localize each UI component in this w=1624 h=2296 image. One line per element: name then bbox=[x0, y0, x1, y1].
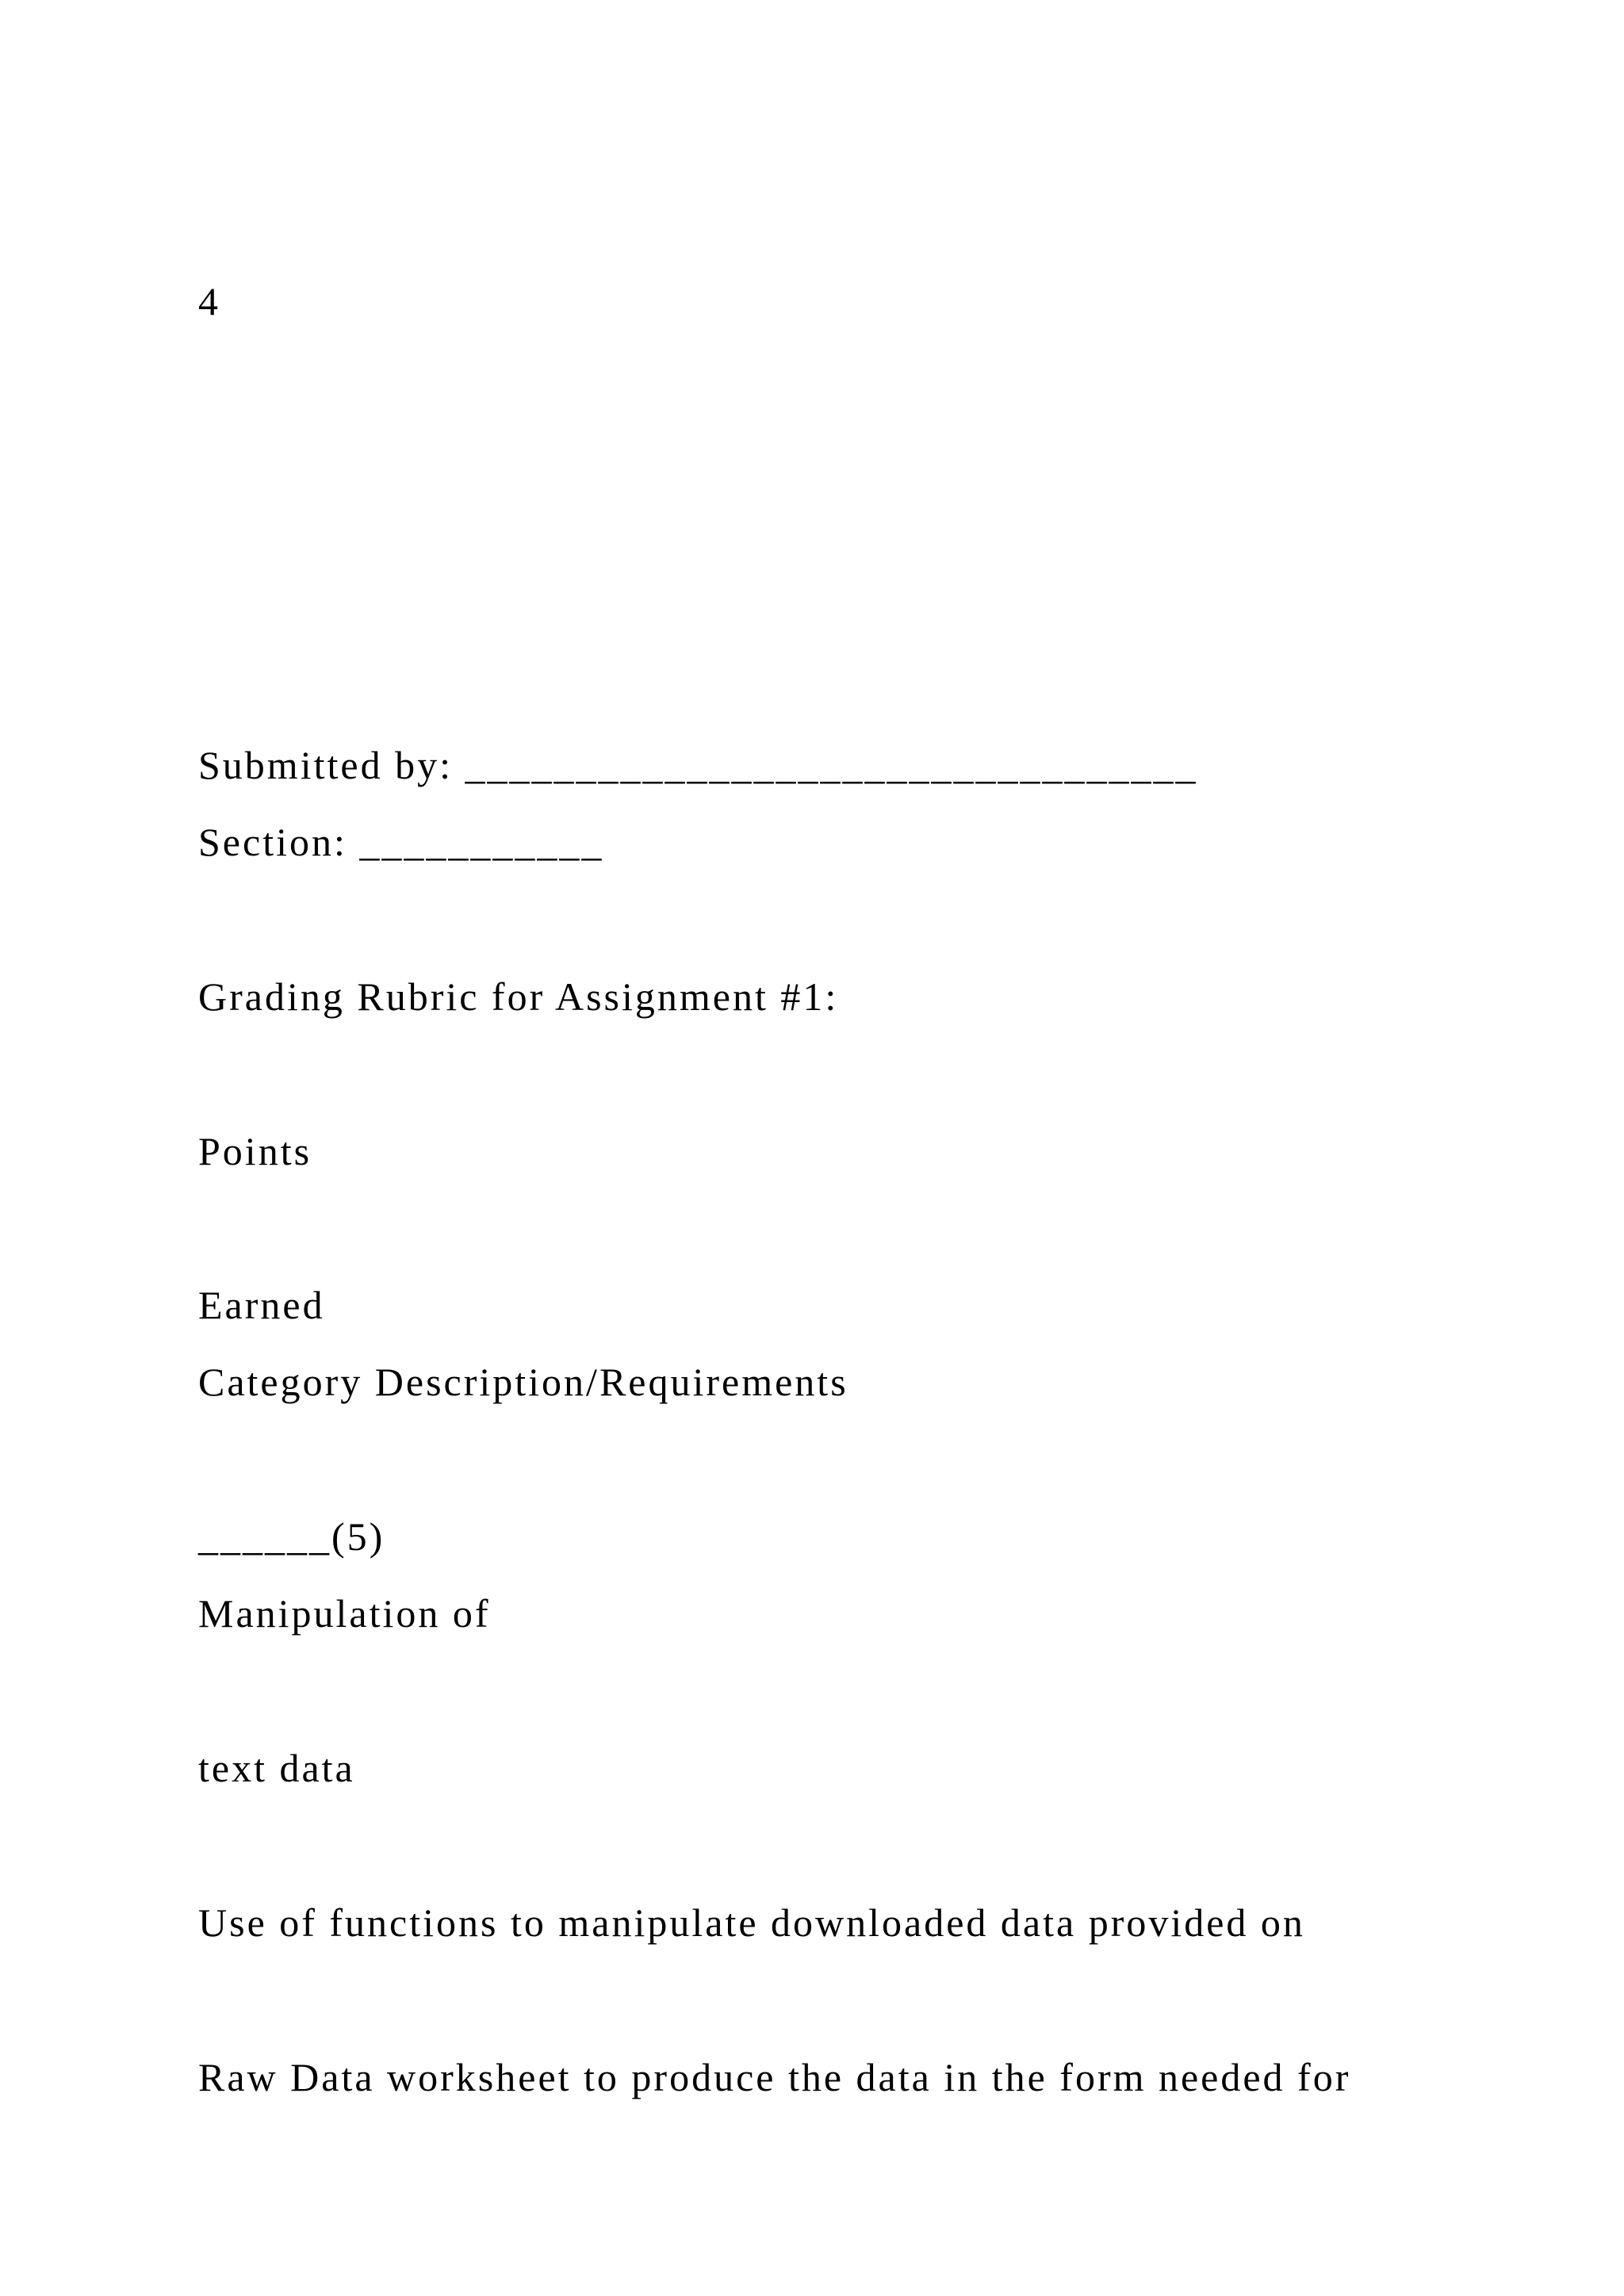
rubric-title: Grading Rubric for Assignment #1: bbox=[198, 974, 839, 1019]
header-earned: Earned bbox=[198, 1283, 325, 1327]
category-name-line-1: Manipulation of bbox=[198, 1591, 491, 1636]
header-points: Points bbox=[198, 1129, 312, 1173]
score-blank: ______(5) bbox=[198, 1514, 385, 1559]
page-number: 4 bbox=[198, 279, 220, 323]
section-field: Section: ___________ bbox=[198, 820, 604, 864]
category-name-line-2: text data bbox=[198, 1746, 355, 1790]
submitted-by-field: Submitted by: _________________________________ bbox=[198, 743, 1198, 787]
header-category: Category Description/Requirements bbox=[198, 1360, 848, 1404]
description-line-2: Raw Data worksheet to produce the data in the form needed for bbox=[198, 2055, 1351, 2099]
description-line-1: Use of functions to manipulate downloaded data provided on bbox=[198, 1900, 1305, 1945]
